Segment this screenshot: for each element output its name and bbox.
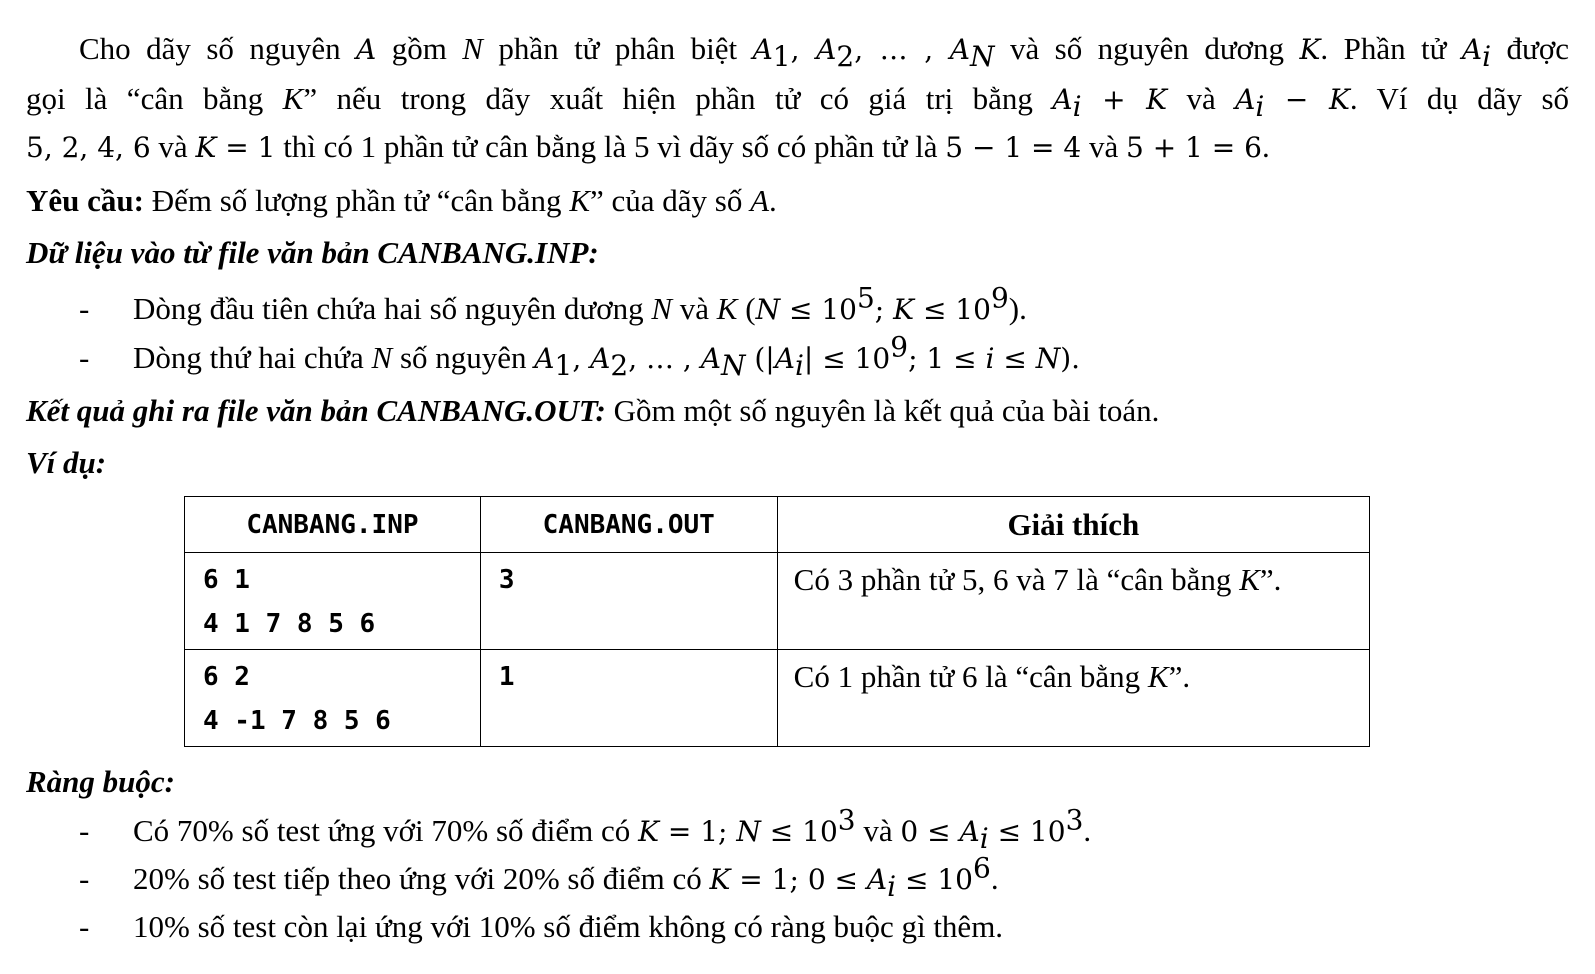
math-var: A — [590, 342, 611, 375]
bullet-4: - — [79, 861, 90, 896]
math: = 1; — [658, 815, 737, 848]
math: 5 + 1 = 6 — [1125, 131, 1262, 164]
math: 5, 2, 4, 6 — [26, 131, 151, 164]
text: và số nguyên dương — [994, 31, 1300, 66]
math-var: N — [462, 31, 483, 66]
math-var: A — [1461, 33, 1483, 66]
math: = 1; 0 ≤ — [730, 863, 867, 896]
math: (| — [745, 342, 775, 375]
text: ( — [737, 291, 756, 326]
output-text: Gồm một số nguyên là kết quả của bài toán. — [605, 393, 1160, 428]
math-var: A — [949, 33, 970, 66]
text: Dòng đầu tiên chứa hai số nguyên dương — [133, 291, 652, 326]
constraints-heading: Ràng buộc: — [26, 764, 175, 799]
math: , — [572, 342, 591, 375]
text: ”. — [1168, 659, 1191, 694]
table-row — [185, 553, 1370, 650]
text: . Ví dụ dãy số — [1349, 81, 1570, 116]
subscript: i — [887, 870, 897, 904]
math-var: K — [1239, 562, 1260, 597]
math: − — [1264, 83, 1329, 116]
inp-line: 4 -1 7 8 5 6 — [203, 706, 391, 736]
text: Có 1 phần tử 6 là “cân bằng — [793, 659, 1148, 694]
superscript: 3 — [1065, 803, 1084, 837]
output-heading: Kết quả ghi ra file văn bản CANBANG.OUT: — [26, 393, 606, 428]
subscript: i — [1482, 40, 1492, 74]
intro-line-3 — [26, 127, 1270, 168]
text: Dòng thứ hai chứa — [133, 340, 372, 375]
text: phần tử phân biệt — [482, 31, 753, 66]
subscript: i — [794, 349, 804, 383]
text: Đếm số lượng phần tử “cân bằng — [143, 183, 570, 218]
text: và — [1167, 81, 1236, 116]
math-var: A — [774, 342, 795, 375]
input-bullet-2 — [133, 330, 1081, 383]
text: . — [1083, 813, 1092, 848]
superscript: 9 — [890, 330, 909, 364]
math: ≤ 10 — [780, 293, 857, 326]
math-var: A — [816, 33, 837, 66]
math: ≤ 10 — [914, 293, 991, 326]
text: ” nếu trong dãy xuất hiện phần tử có giá trị bằng — [303, 81, 1053, 116]
text: . Phần tử — [1320, 31, 1462, 66]
text: 20% số test tiếp theo ứng với 20% số điểm có — [133, 861, 710, 896]
math: ≤ 10 — [988, 815, 1066, 848]
text: ” của dãy số — [590, 183, 751, 218]
bullet-3: - — [79, 813, 90, 848]
out-line: 3 — [498, 565, 515, 595]
cell-out — [480, 553, 777, 650]
math-var: N — [651, 291, 673, 326]
cell-inp — [185, 553, 481, 650]
constraint-1 — [133, 803, 1092, 856]
subscript: i — [1072, 90, 1082, 124]
column-header-explain: Giải thích — [777, 497, 1369, 553]
column-header-out: CANBANG.OUT — [480, 497, 777, 553]
math-var: K — [1147, 659, 1169, 694]
table-header-row — [185, 497, 1370, 553]
math-var: K — [893, 293, 915, 326]
text: được — [1491, 31, 1569, 66]
math-var: K — [569, 183, 590, 218]
math: ≤ 10 — [896, 863, 973, 896]
math-var: A — [866, 863, 888, 896]
text: và — [855, 813, 901, 848]
request-line — [26, 181, 777, 221]
cell-explain — [777, 650, 1369, 747]
math-var: N — [371, 340, 393, 375]
math-var: A — [356, 33, 377, 66]
math-var: K — [1146, 83, 1168, 116]
math-var: K — [282, 81, 304, 116]
intro-line-1 — [26, 29, 1569, 74]
text: Cho dãy số nguyên — [79, 31, 357, 66]
text: số nguyên — [392, 340, 535, 375]
constraint-2 — [133, 851, 999, 904]
input-heading: Dữ liệu vào từ file văn bản CANBANG.INP: — [26, 235, 599, 270]
math-var: A — [700, 342, 721, 375]
math: + — [1081, 83, 1147, 116]
text: . — [1261, 129, 1270, 164]
superscript: 5 — [856, 281, 875, 315]
math-var: A — [1052, 83, 1073, 116]
intro-line-2 — [26, 79, 1570, 124]
subscript: i — [1255, 90, 1265, 124]
text: và — [672, 291, 717, 326]
text: ). — [1008, 291, 1027, 326]
math-var: N — [755, 293, 781, 326]
output-line — [26, 391, 1159, 431]
math-var: K — [1299, 33, 1321, 66]
text: Có 70% số test ứng với 70% số điểm có — [133, 813, 639, 848]
math-var: K — [195, 131, 217, 164]
math: ≤ — [994, 342, 1036, 375]
math: | ≤ 10 — [803, 342, 891, 375]
text: gồm — [376, 31, 463, 66]
subscript: 2 — [610, 349, 629, 383]
input-bullet-1 — [133, 281, 1027, 330]
math-var: A — [534, 342, 555, 375]
superscript: 6 — [973, 851, 991, 885]
math-var: K — [716, 291, 738, 326]
math: , — [790, 33, 817, 66]
math: ). — [1060, 342, 1081, 375]
math: = 1 — [216, 131, 276, 164]
text: Có 3 phần tử 5, 6 và 7 là “cân bằng — [793, 562, 1240, 597]
math-var: A — [1235, 83, 1256, 116]
math: 5 − 1 = 4 — [945, 131, 1082, 164]
cell-inp — [185, 650, 481, 747]
inp-line: 6 2 — [203, 662, 250, 692]
out-line: 1 — [498, 662, 515, 692]
bullet-2: - — [79, 340, 90, 375]
math-var: A — [752, 33, 773, 66]
text: và — [150, 129, 196, 164]
table-row — [185, 650, 1370, 747]
math-var: A — [959, 815, 980, 848]
subscript: i — [979, 822, 989, 856]
superscript: 9 — [990, 281, 1009, 315]
text: ”. — [1259, 562, 1282, 597]
subscript: 1 — [554, 349, 573, 383]
math-var: K — [638, 815, 659, 848]
subscript: N — [720, 349, 746, 383]
math: ≤ 10 — [760, 815, 838, 848]
math-var: A — [750, 183, 770, 218]
text: thì có 1 phần tử cân bằng là 5 vì dãy số có phần tử là — [275, 129, 946, 164]
math: ; 1 ≤ — [908, 342, 986, 375]
math: , … , — [628, 342, 701, 375]
text: gọi là “cân bằng — [26, 81, 283, 116]
bullet-1: - — [79, 291, 90, 326]
example-heading: Ví dụ: — [26, 445, 107, 480]
constraint-3: 10% số test còn lại ứng với 10% số điểm không có ràng buộc gì thêm. — [133, 909, 1004, 944]
math-var: i — [985, 342, 995, 375]
subscript: N — [970, 40, 995, 74]
math-var: K — [1328, 83, 1350, 116]
math: , … , — [854, 33, 950, 66]
column-header-inp: CANBANG.INP — [185, 497, 481, 553]
math-var: K — [709, 863, 731, 896]
bullet-5: - — [79, 909, 90, 944]
inp-line: 4 1 7 8 5 6 — [203, 609, 376, 639]
cell-out — [480, 650, 777, 747]
subscript: 1 — [772, 40, 791, 74]
example-table — [184, 496, 1370, 747]
math-var: N — [1035, 342, 1061, 375]
math: 0 ≤ — [900, 815, 960, 848]
cell-explain — [777, 553, 1369, 650]
subscript: 2 — [836, 40, 855, 74]
inp-line: 6 1 — [203, 565, 250, 595]
math: ; — [874, 293, 894, 326]
text: . — [769, 183, 777, 218]
request-label: Yêu cầu: — [26, 183, 144, 218]
superscript: 3 — [837, 803, 856, 837]
text: và — [1081, 129, 1126, 164]
math-var: N — [736, 815, 761, 848]
text: . — [990, 861, 999, 896]
